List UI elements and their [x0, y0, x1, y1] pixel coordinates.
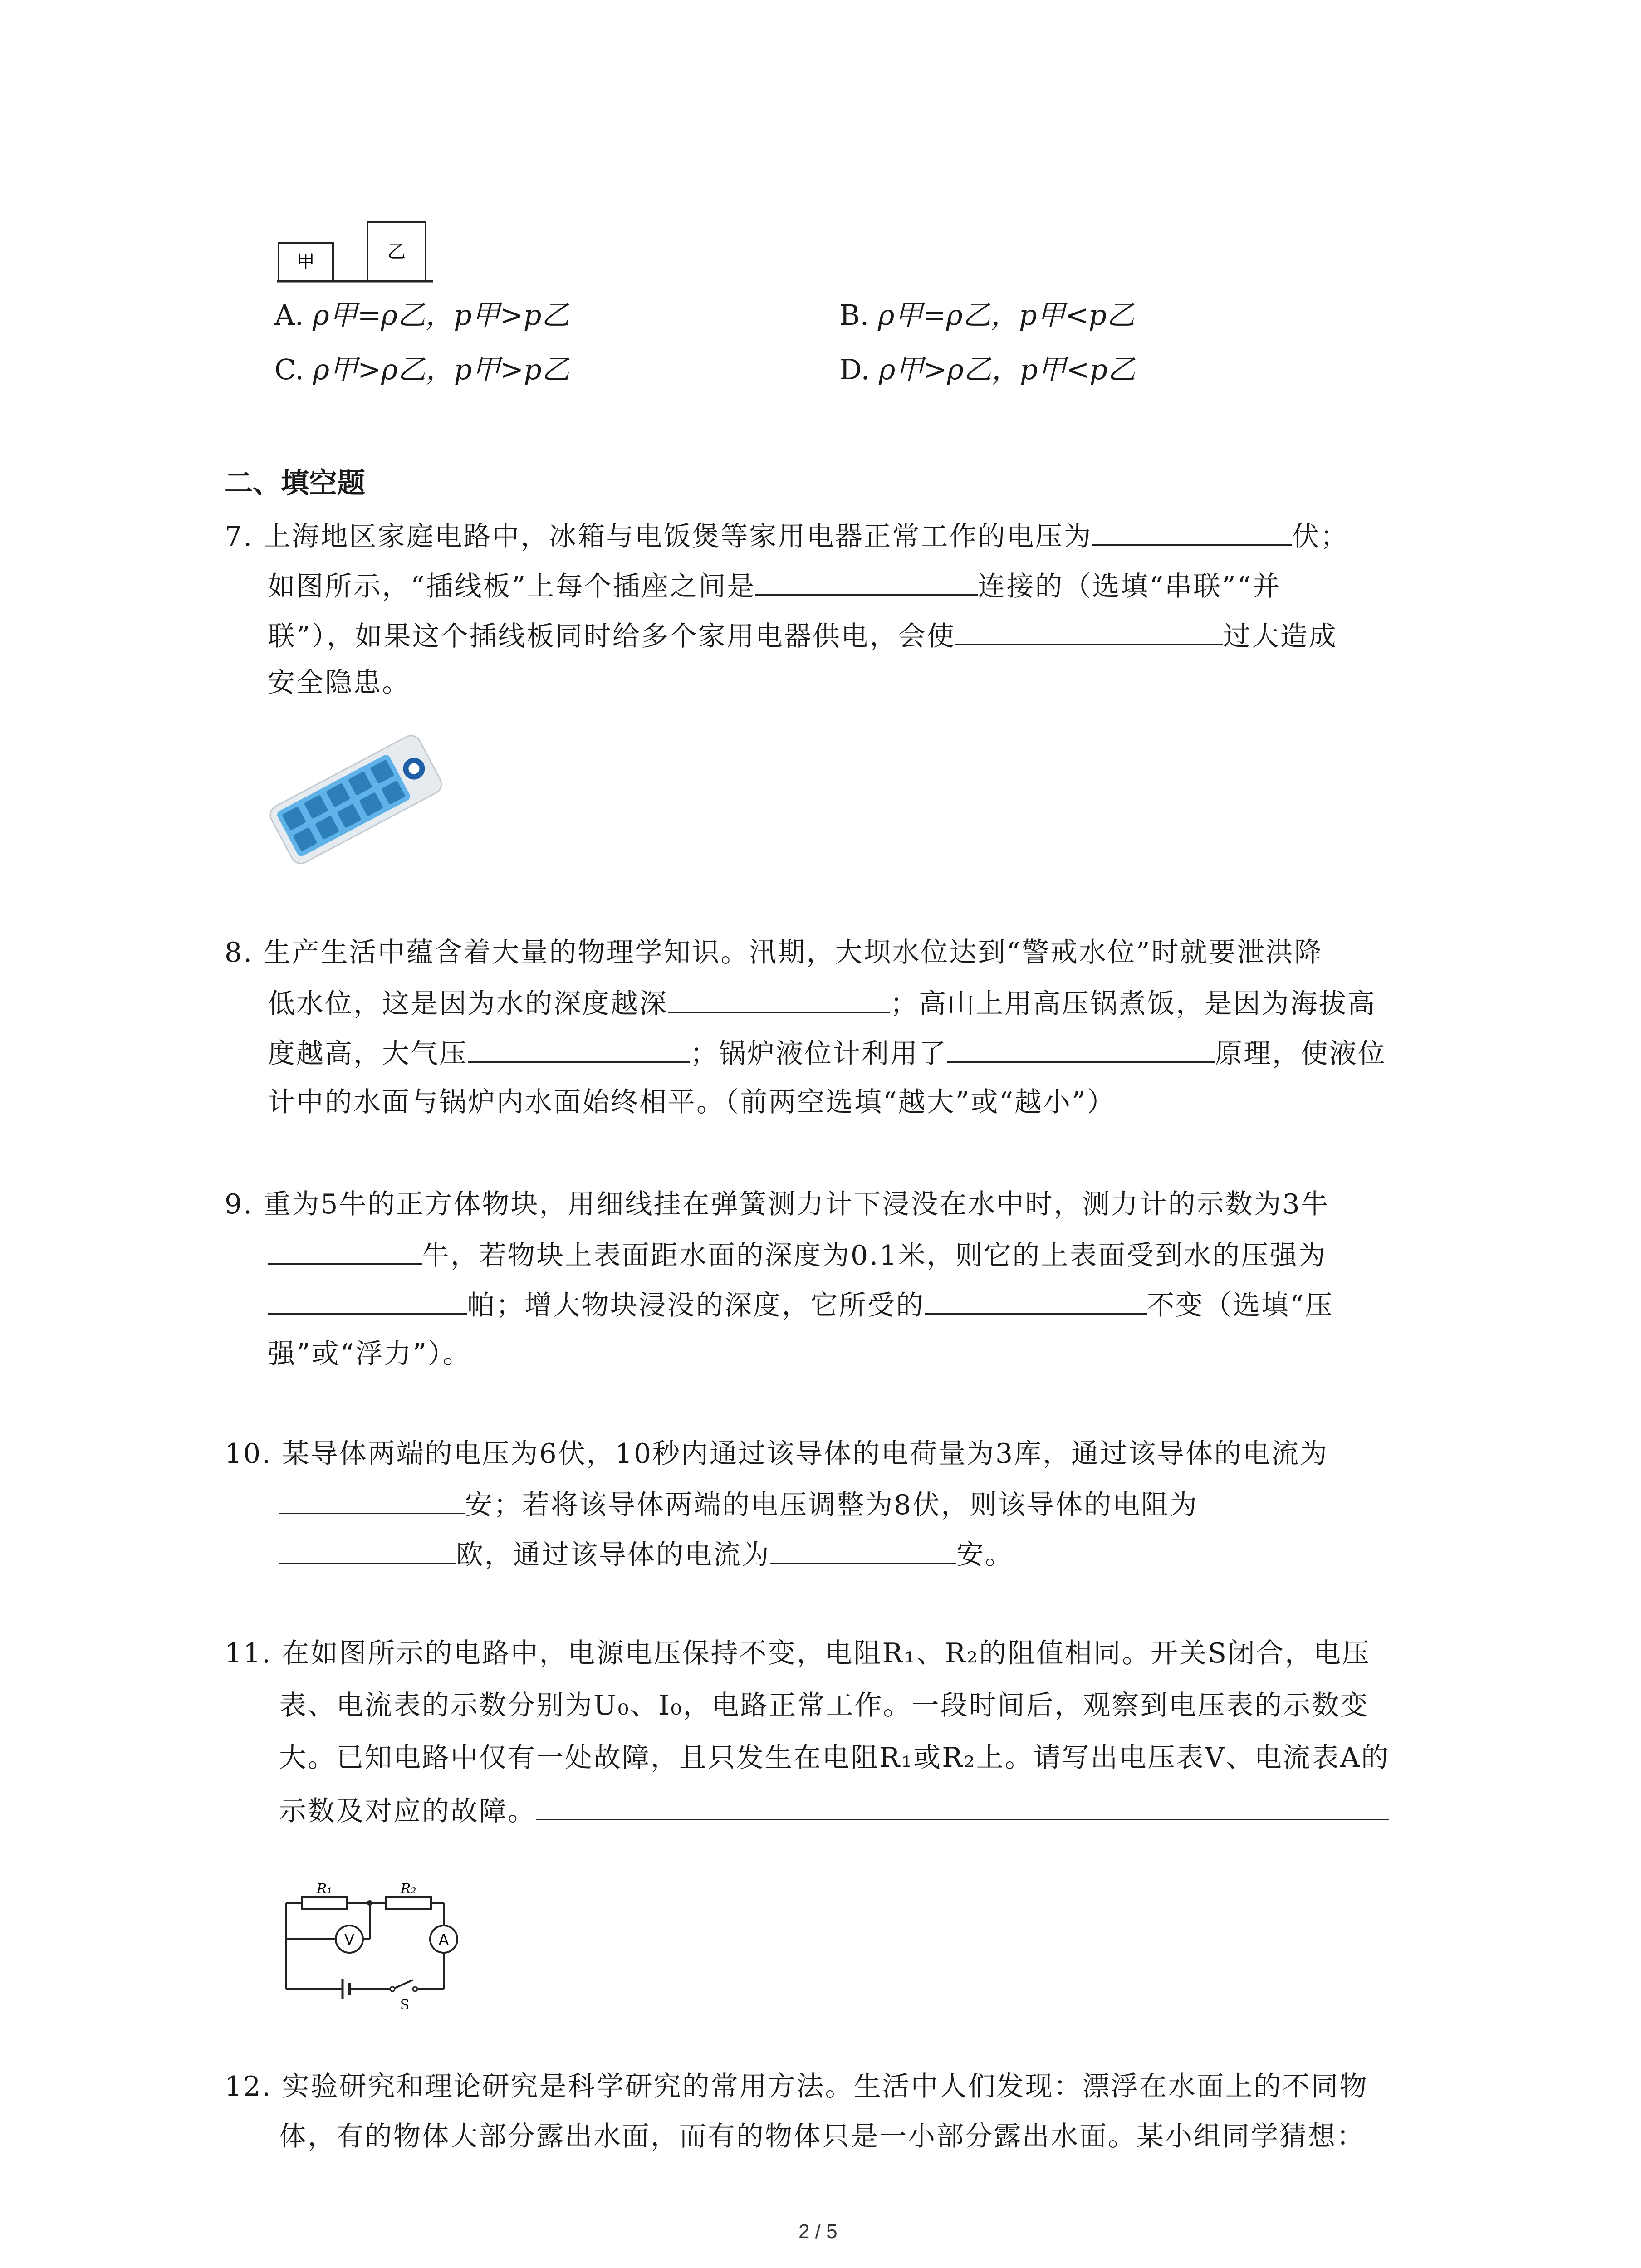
resistor-r1 — [302, 1897, 347, 1909]
q10-line-1: 10. 某导体两端的电压为6伏，10秒内通过该导体的电荷量为3库，通过该导体的电流为 — [225, 1438, 1329, 1470]
q6-option-c: C. ρ甲>ρ乙，p甲>p乙 — [274, 353, 570, 386]
q7-line-1: 7. 上海地区家庭电路中，冰箱与电饭煲等家用电器正常工作的电压为 伏； — [225, 517, 1349, 555]
q12-line-1: 12. 实验研究和理论研究是科学研究的常用方法。生活中人们发现：漂浮在水面上的不同物 — [225, 2071, 1368, 2102]
page-number: 2 / 5 — [798, 2220, 838, 2243]
q6-figure — [277, 218, 436, 286]
power-strip-icon — [263, 726, 445, 875]
circuit-svg — [277, 1882, 472, 2014]
q7-blank-3[interactable] — [955, 617, 1223, 645]
q9-line-2: 牛，若物块上表面距水面的深度为0.1米，则它的上表面受到水的压强为 — [268, 1236, 1327, 1274]
q8-line-1: 8. 生产生活中蕴含着大量的物理学知识。汛期，大坝水位达到“警戒水位”时就要泄洪降 — [225, 937, 1323, 968]
q8-blank-1[interactable] — [668, 984, 890, 1013]
q9-blank-2[interactable] — [268, 1286, 467, 1315]
q6-option-b: B. ρ甲=ρ乙，p甲<p乙 — [839, 298, 1135, 332]
resistor-r2 — [386, 1897, 431, 1909]
label-r1: R₁ — [316, 1882, 333, 1897]
label-voltmeter: V — [344, 1931, 354, 1948]
switch-icon — [392, 1980, 413, 1989]
section-title: 二、填空题 — [225, 466, 366, 499]
power-strip-image — [263, 726, 445, 875]
q7-line-3: 联”），如果这个插线板同时给多个家用电器供电，会使 过大造成 — [268, 617, 1337, 655]
q8-line-3: 度越高，大气压 ；锅炉液位计利用了 原理，使液位 — [268, 1034, 1386, 1072]
q9-blank-1[interactable] — [268, 1236, 422, 1265]
q10-blank-1[interactable] — [279, 1486, 465, 1514]
q6-option-a: A. ρ甲=ρ乙，p甲>p乙 — [274, 298, 570, 332]
q8-blank-3[interactable] — [947, 1034, 1215, 1063]
q11-line-1: 11. 在如图所示的电路中，电源电压保持不变，电阻R₁、R₂的阻值相同。开关S闭合，电压 — [225, 1637, 1371, 1669]
q9-line-1: 9. 重为5牛的正方体物块，用细线挂在弹簧测力计下浸没在水中时，测力计的示数为3牛 — [225, 1188, 1330, 1220]
q9-blank-3[interactable] — [925, 1286, 1147, 1315]
q10-blank-3[interactable] — [770, 1535, 956, 1564]
q7-blank-2[interactable] — [755, 567, 978, 596]
q7-blank-1[interactable] — [1092, 517, 1292, 546]
box-jia-label: 甲 — [297, 251, 315, 272]
q10-line-2: 安；若将该导体两端的电压调整为8伏，则该导体的电阻为 — [279, 1486, 1198, 1523]
q9-line-4: 强”或“浮力”）。 — [268, 1338, 472, 1370]
q8-blank-2[interactable] — [468, 1034, 690, 1063]
q7-line-4: 安全隐患。 — [268, 667, 411, 699]
q6-option-d: D. ρ甲>ρ乙，p甲<p乙 — [839, 353, 1136, 386]
q7-line-2: 如图所示，“插线板”上每个插座之间是 连接的（选填“串联”“并 — [268, 567, 1281, 605]
circuit-diagram — [277, 1882, 472, 2014]
q11-line-3: 大。已知电路中仅有一处故障，且只发生在电阻R₁或R₂上。请写出电压表V、电流表A的 — [279, 1742, 1390, 1774]
q12-line-2: 体，有的物体大部分露出水面，而有的物体只是一小部分露出水面。某小组同学猜想： — [279, 2121, 1365, 2152]
q6-diagram — [277, 218, 436, 286]
q11-line-2: 表、电流表的示数分别为U₀、I₀，电路正常工作。一段时间后，观察到电压表的示数变 — [279, 1690, 1369, 1721]
q11-line-4: 示数及对应的故障。 — [279, 1792, 1389, 1829]
q8-line-2: 低水位，这是因为水的深度越深 ；高山上用高压锅煮饭，是因为海拔高 — [268, 984, 1376, 1022]
q8-line-4: 计中的水面与锅炉内水面始终相平。（前两空选填“越大”或“越小”） — [268, 1086, 1116, 1118]
box-yi-label: 乙 — [387, 241, 406, 262]
q10-line-3: 欧，通过该导体的电流为 安。 — [279, 1535, 1014, 1573]
label-r2: R₂ — [400, 1882, 416, 1897]
q11-blank-1[interactable] — [536, 1792, 1389, 1820]
label-switch: S — [400, 1997, 410, 2013]
label-ammeter: A — [439, 1931, 449, 1948]
q9-line-3: 帕；增大物块浸没的深度，它所受的 不变（选填“压 — [268, 1286, 1334, 1324]
q10-blank-2[interactable] — [279, 1535, 456, 1564]
